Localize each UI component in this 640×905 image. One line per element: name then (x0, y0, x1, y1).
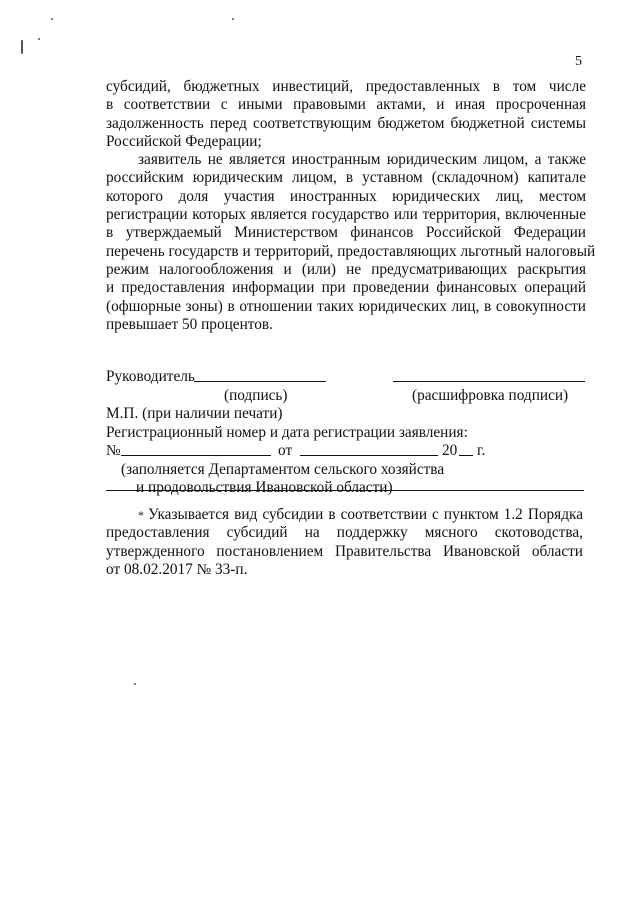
signature-caption: (подпись) (224, 386, 288, 404)
scan-speck (38, 38, 40, 40)
decoding-caption: (расшифровка подписи) (412, 386, 569, 404)
text-line: заявитель не является иностранным юридическим лицом, а также (138, 151, 586, 169)
registration-number-blank[interactable] (121, 442, 271, 456)
paragraph-1 (106, 78, 586, 151)
scan-speck (134, 683, 136, 685)
registration-date-blank[interactable] (300, 442, 438, 456)
paragraph-2 (106, 151, 596, 334)
head-signature-row (106, 368, 586, 387)
scan-speck (232, 18, 234, 20)
registration-fields-row (106, 442, 586, 461)
text-line: российским юридическим лицом, в уставном (складочном) капитале (106, 169, 586, 187)
text-line: Российской Федерации; (106, 132, 262, 150)
footnote-line: предоставления субсидий на поддержку мясного скотоводства, (106, 524, 583, 542)
text-line: перечень государств и территорий, предоставляющих льготный налоговый (106, 242, 596, 260)
page-number: 5 (575, 54, 582, 69)
scan-speck (21, 40, 23, 54)
footnote-marker: * (138, 508, 144, 522)
text-line: субсидий, бюджетных инвестиций, предоставленных в том числе (106, 78, 586, 95)
filled-note-row-1 (106, 461, 586, 480)
from-word: от (278, 442, 293, 459)
stamp-row (106, 405, 586, 424)
registration-label: Регистрационный номер и дата регистрации заявления: (106, 423, 468, 441)
text-line: и предоставления информации при проведении финансовых операций (106, 279, 586, 297)
text-line: регистрации которых является государство или территория, включенные (106, 206, 586, 224)
signature-captions-row (106, 387, 586, 406)
filled-note-line: (заполняется Департаментом сельского хозяйства (121, 460, 445, 478)
stamp-note: М.П. (при наличии печати) (106, 405, 283, 422)
year-blank[interactable] (459, 442, 473, 456)
footnote-line: от 08.02.2017 № 33-п. (106, 560, 248, 578)
filled-note-line: и продовольствия Ивановской области) (136, 479, 393, 496)
text-line: которого доля участия иностранных юридических лиц, местом (106, 187, 586, 205)
registration-label-row (106, 424, 586, 443)
text-line: в утверждаемый Министерством финансов Российской Федерации (106, 224, 586, 242)
scan-speck (51, 18, 53, 20)
text-line: превышает 50 процентов. (106, 315, 273, 333)
year-prefix: 20 (442, 442, 458, 459)
signature-decoding-blank[interactable] (393, 368, 585, 382)
text-line: (офшорные зоны) в отношении таких юридических лиц, в совокупности (106, 297, 586, 315)
footnote (106, 506, 583, 579)
filled-note-row-2 (106, 479, 586, 498)
signature-block (106, 368, 586, 498)
footnote-text: Указывается вид субсидии в соответствии с пунктом 1.2 Порядка (148, 506, 583, 523)
footnote-line (106, 506, 583, 524)
footnote-line: утвержденного постановлением Правительства Ивановской области (106, 542, 583, 560)
number-sign: № (106, 442, 121, 459)
text-line: режим налогообложения и (или) не предусматривающих раскрытия (106, 260, 586, 278)
head-label: Руководитель (106, 368, 195, 385)
body-text (106, 78, 596, 334)
year-suffix: г. (477, 442, 486, 459)
footnote-divider (106, 490, 584, 491)
signature-blank[interactable] (194, 368, 326, 382)
text-line: в соответствии с иными правовыми актами, и иная просроченная (106, 96, 586, 114)
text-line: задолженность перед соответствующим бюджетом бюджетной системы (106, 114, 586, 132)
